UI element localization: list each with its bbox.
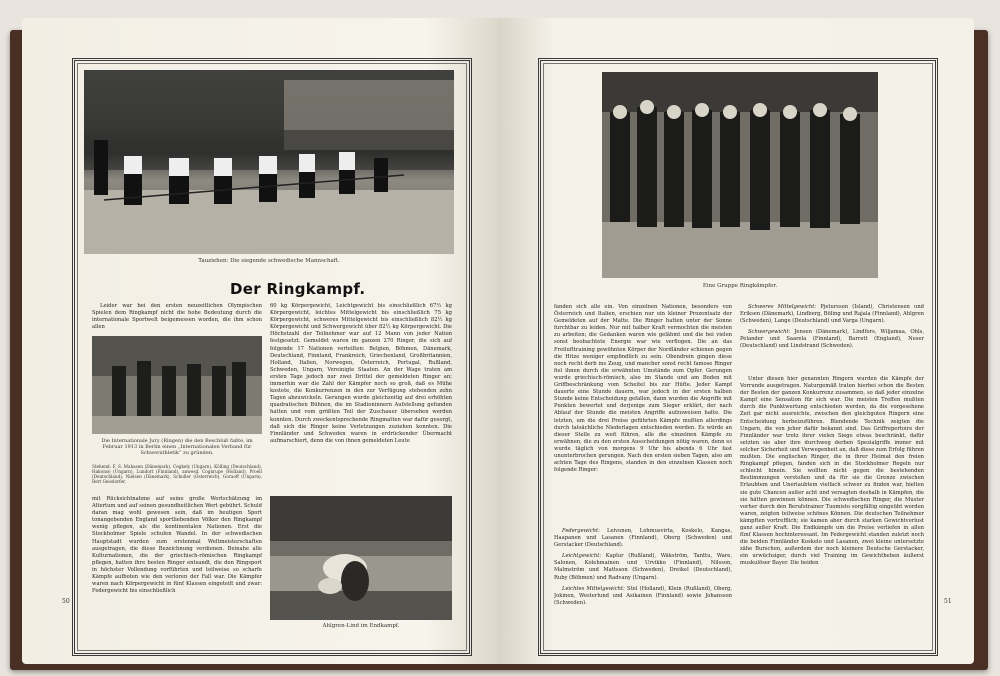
page-number-left: 50 xyxy=(62,598,70,605)
weight-class-feather: Federgewicht: Leivonen, Lehmusvirta, Koskelo, Kangas, Haapanen und Lasanen (Finnland), Oberg (Schweden) und Gerstacker (Deutschland). xyxy=(554,528,732,549)
right-col2-text: Unter diesen hier genannten Ringern wurden die Kämpfe der Vorrunde ausgetragen. Naturgemäß traten hierbei schon die Besten der Besten der ganzen Konkurrenz zusammen, so daß jeder einzelne Kampf eine Sensation für sich war. Die meisten Treffen mußten durch die Punktwertung entschieden werden, da die vorgesehene Zeit gar nicht ausreichte, zwischen den gleichguten Ringern eine Entscheidung herbeizuführen. Blendende Technik zeigten die Ungarn, die von jeher dafür bekannt sind. Das Griffrepertoire der Finnländer war trotz ihrer vielen Siege etwas beschränkt, dafür setzten sie aber ihre durchweg derben Spezialgriffe immer mit solcher Sicherheit und Verwegenheit an, daß diese zum Erfolg führen mußten. Die englischen Ringer, die in ihrer Heimat den freien Ringkampf pflegen, fanden sich in die Stockholmer Regeln nur schlecht hinein. Sie wollten nicht gegen die bestehenden Bestimmungen verstoßen und da für sie die Grenze zwischen Erlaubtem und Unerlaubtem vielfach schwer zu finden war, hielten sie gute Chancen außer acht und versagten deshalb in Kämpfen, die sie hätten gewinnen können. Die schwedischen Ringer, die Muster vorher durch den Berufstrainer Tuomisto sorgfältig eingeübt worden waren, zeigten teilweise schönes Können. Die deutschen Teilnehmer kämpften vortrefflich; sie kamen aber durch starken Gewichtverlust ganz außer Kraft. Die Endkämpfe um die Preise verliefen in allen fünf Klassen hochinteressant. Im Federgewicht standen zuletzt noch die beiden Finnländer Koskelo und Lasanen, zwei kleine untersetzte zähe Burschen, außerdem der noch kleinere Deutsche Gerstacker, ein urwüchsiger, durch viel Training im Gewichtheben äußerst muskulöser Bayer. Die beiden xyxy=(740,376,924,567)
right-col1-weight-classes xyxy=(554,528,732,638)
left-col1-text: Leider war bei den ersten neuzeitlichen Olympischen Spielen dem Ringkampf nicht die hohe Bedeutung durch die internationale Sportwelt beigemessen worden, die ihm schon allen xyxy=(92,303,262,331)
photo-jury-names: Stehend: F. S. Mahasen (Dänemark), Cegkely (Ungarn), Kölling (Deutschland), Hakonso (Ungarn), Lundort (Finnland), anwesd. Cognrupe (Holland), Proell (Deutschland), Nielsen (Dänemark), Schuller (Österreich), Goraoff (Ungarn), Bert Geisdorfer. xyxy=(92,464,262,484)
weight-class-light-middle: Leichtes Mittelgewicht: Stel (Holland), Klein (Rußland), Oberg, Jokinen, Westerlund und Asikainen (Finnland) sowie Johansson (Schweden). xyxy=(554,585,732,606)
photo-tug-of-war xyxy=(84,70,454,254)
left-page xyxy=(22,18,498,664)
left-col2-text: 60 kg Körpergewicht, Leichtgewicht bis einschließlich 67½ kg Körpergewicht, leichtes Mittelgewicht bis einschließlich 75 kg Körpergewicht, schweres Mittelgewicht bis einschließlich 82½ kg Körpergewicht und Schwergewicht über 82½ kg Körpergewicht. Die Höchstzahl der Teilnehmer war auf 12 Mann von jeder Nation festgesetzt. Gemeldet waren im ganzen 270 Ringer, die sich auf folgende 17 Nationen verteilten: Belgien, Böhmen, Dänemark, Deutschland, Finnland, Frankreich, Griechenland, Großbritannien, Holland, Italien, Norwegen, Österreich, Portugal, Rußland, Schweden, Ungarn, Vereinigte Staaten. An der Wage traten am ersten Tage jedoch nur zwei Drittel der gemeldeten Ringer an; immerhin war die Zahl der Kämpfer noch so groß, daß es Mühe kostete, die Konkurrenzen in den zur Verfügung stehenden zehn Tagen abzuwickeln. Gerungen wurde gleichzeitig auf drei erhöhten quadratischen Bühnen, die im Stadioninnern Aufstellung gefunden hatten und vom größten Teil der Zuschauer übersehen werden konnten. Durch zweckentsprechende Ringmatten war dafür gesorgt, daß sich die Ringer keine Verletzungen zuziehen konnten. Die Finnländer und Schweden waren in erdrückender Übermacht aufmarschiert, denn die von ihnen gemeldeten Leute xyxy=(270,303,452,444)
photo-group-wrestlers xyxy=(602,72,878,278)
right-col2-weight-classes xyxy=(740,304,924,374)
photo-wrestlers-final-caption: Ahlgren-Lind im Endkampf. xyxy=(322,623,400,629)
weight-class-heavy: Schwergewicht: Jensen (Dänemark), Lindfors, Wiljamaa, Ohls, Pelander und Saarela (Finnland), Barrett (England), Neser (Deutschland) und Lindstrand (Schweden). xyxy=(740,329,924,350)
photo-wrestlers-final xyxy=(270,496,452,620)
weight-class-light: Leichtgewicht: Kaplur (Rußland), Wäkström, Tanttu, Ware, Salonen, Kolehmainen und Urvikko (Finnland), Nilsson, Malmström und Mattsson (Schweden), Dreikel (Deutschland), Ruby (Böhmen) und Radvany (Ungarn). xyxy=(554,553,732,581)
photo-jury-caption: Die Internationale Jury (Ringen) die den Beschluß faßte, im Februar 1913 in Berlin einen „Internationalen Verband für Schwerathletik“ zu gründen. xyxy=(101,438,253,456)
weight-class-heavy-middle: Schweres Mittelgewicht: Pjetursson (Island), Christensen und Eriksen (Dänemark), Lindberg, Böling und Rajala (Finnland), Ahlgren (Schweden), Lange (Deutschland) und Varga (Ungarn). xyxy=(740,304,924,325)
photo-jury xyxy=(92,336,262,434)
right-page xyxy=(498,18,974,664)
right-col1-text: fanden sich alle ein. Von einzelnen Nationen, besonders von Österreich und Italien, erschien nur ein kleiner Prozentsatz der Gemeldeten auf der Matte. Die Ringer hatten unter der Sonne furchtbar zu leiden. Nur mit halber Kraft vermochten die meisten zu arbeiten; die Gedanken waren wie gelähmt und die bei vielen sonst beobachtete Energie war wie verflogen. Die an das Freilufttraining gewöhnten Körper der Nordländer schienen gegen die Hitze weniger empfindlich zu sein. Obendrein gingen diese noch recht derb ins Zeug, und mancher sonst recht famose Ringer fiel ihnen durch die erwähnten Umstände zum Opfer. Gerungen wurde griechisch-römisch, also im Stande und am Boden mit Griffbeschränkung vom Scheitel bis zur Hüfte. Jeder Kampf dauerte eine Stunde dauern, war jedoch in der ersten halben Stunde keine Entscheidung gefallen, dann wurden die Angriffe mit Punkten bewertet und derjenige zum Sieger erklärt, der nach Ablauf der Stunde die meisten Angriffe aufzuweisen hatte. Die letzten, um die drei Preise geführten Kämpfe mußten allerdings durch tatsächliche Niederlagen entschieden werden. Es würde an dieser Stelle zu weit führen, alle die einzelnen Kämpfe zu erwähnen, die zu den ersten Ausscheidungen nötig waren, denn es wurde täglich von morgens 9 Uhr bis abends 6 Uhr fast ununterbrochen gerungen. Nach den ersten sieben Tagen, also am achten Tage des Ringens, standen in den einzelnen Klassen noch folgende Ringer: xyxy=(554,304,732,474)
photo-tug-of-war-caption: Tauziehen: Die siegende schwedische Mannschaft. xyxy=(198,258,340,264)
photo-group-wrestlers-caption: Eine Gruppe Ringkämpfer. xyxy=(702,283,778,289)
section-heading: Der Ringkampf. xyxy=(230,280,366,298)
page-number-right: 51 xyxy=(944,598,952,605)
left-col1-bottom-text: mit Rücksichtnahme auf seine große Wertschätzung im Altertum und auf seinen gesundheitlichen Wert gebührt. Schuld daran mag wohl gewesen sein, daß im heutigen Sport tonangebenden England sportliebenden Völker den Ringkampf wenig pflegen, als die kontinentalen Nationen. Erst die Stockholmer Spiele schufen Wandel. In der schwedischen Hauptstadt wurden zum erstenmal Weltmeisterschaften ausgetragen, die diese Bezeichnung verdienen. Beinahe alle Kulturnationen, die der griechisch-römischen Ringkampf pflegen, hatten ihre besten Ringer entsandt, die den Ringsport in höchster Vollendung vorführten und teilweise so scharfe Kämpfe aufboten wie den verloren der Fall war. Die Kämpfer waren nach Körpergewicht in fünf Klassen eingeteilt und zwar: Federgewicht bis einschließlich xyxy=(92,496,262,595)
